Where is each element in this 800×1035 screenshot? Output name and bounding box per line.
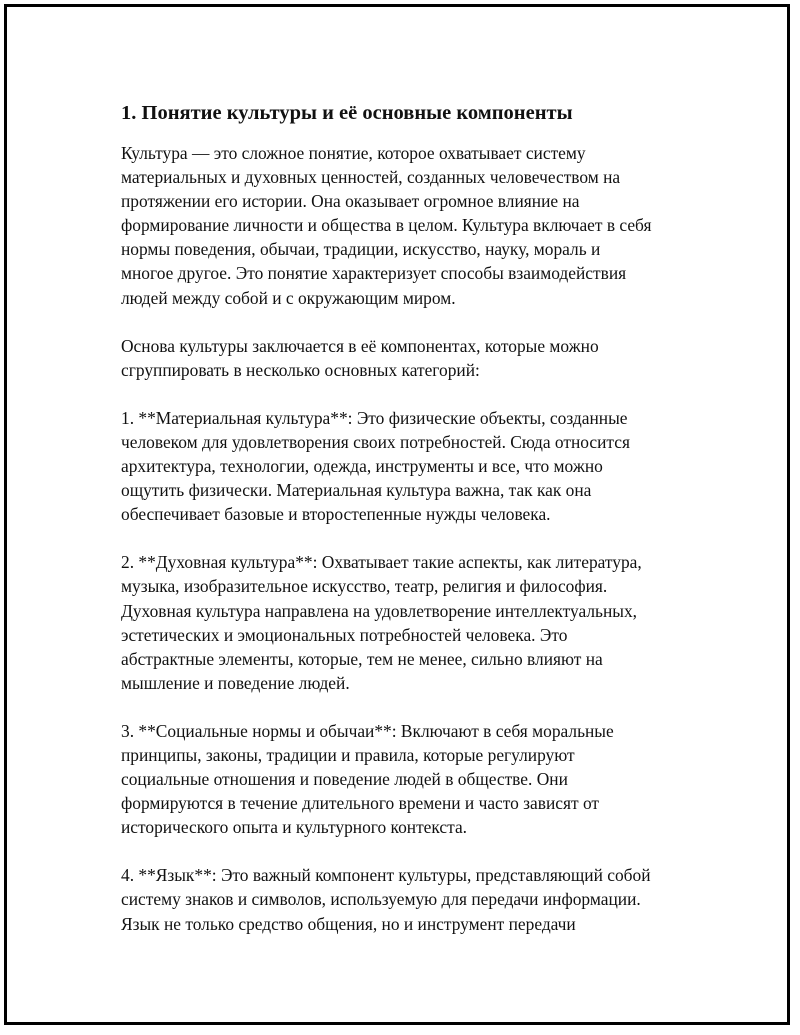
text-line: социальные отношения и поведение людей в обществе. Они [121, 769, 568, 790]
paragraph-spiritual-culture [121, 550, 721, 695]
text-line: сгруппировать в несколько основных категорий: [121, 359, 480, 380]
text-line: формирование личности и общества в целом. Культура включает в себя [121, 215, 652, 236]
text-line: абстрактные элементы, которые, тем не менее, сильно влияют на [121, 648, 603, 669]
text-line: Язык не только средство общения, но и инструмент передачи [121, 913, 576, 934]
text-line: архитектура, технологии, одежда, инструменты и все, что можно [121, 456, 603, 477]
text-line: человеком для удовлетворения своих потребностей. Сюда относится [121, 431, 630, 452]
text-line: исторического опыта и культурного контекста. [121, 817, 468, 838]
text-line: обеспечивает базовые и второстепенные нужды человека. [121, 504, 551, 525]
paragraph-components-intro [121, 334, 721, 382]
text-line: материальных и духовных ценностей, созданных человечеством на [121, 167, 621, 188]
text-line: систему знаков и символов, используемую для передачи информации. [121, 889, 641, 910]
document-content [121, 99, 721, 960]
text-line: людей между собой и с окружающим миром. [121, 287, 456, 308]
text-line: многое другое. Это понятие характеризует способы взаимодействия [121, 263, 627, 284]
text-line: 4. **Язык**: Это важный компонент культуры, представляющий собой [121, 865, 651, 886]
text-line: 2. **Духовная культура**: Охватывает такие аспекты, как литература, [121, 552, 642, 573]
text-line: нормы поведения, обычаи, традиции, искусство, науку, мораль и [121, 239, 601, 260]
text-line: эстетических и эмоциональных потребностей человека. Это [121, 624, 568, 645]
paragraph-material-culture [121, 406, 721, 526]
text-line: формируются в течение длительного времени и часто зависят от [121, 793, 600, 814]
text-line: протяжении его истории. Она оказывает огромное влияние на [121, 191, 580, 212]
text-line: 3. **Социальные нормы и обычаи**: Включают в себя моральные [121, 720, 614, 741]
paragraph-intro [121, 141, 721, 310]
text-line: ощутить физически. Материальная культура важна, так как она [121, 480, 592, 501]
paragraph-language [121, 863, 721, 935]
paragraph-social-norms [121, 719, 721, 839]
text-line: Духовная культура направлена на удовлетворение интеллектуальных, [121, 600, 638, 621]
text-line: 1. **Материальная культура**: Это физические объекты, созданные [121, 407, 628, 428]
text-line: Культура — это сложное понятие, которое охватывает систему [121, 143, 586, 163]
document-page [4, 4, 790, 1025]
text-line: принципы, законы, традиции и правила, которые регулируют [121, 744, 575, 765]
text-line: Основа культуры заключается в её компонентах, которые можно [121, 335, 599, 356]
section-heading: 1. Понятие культуры и её основные компоненты [121, 102, 573, 124]
text-line: мышление и поведение людей. [121, 672, 350, 693]
text-line: музыка, изобразительное искусство, театр, религия и философия. [121, 576, 608, 597]
